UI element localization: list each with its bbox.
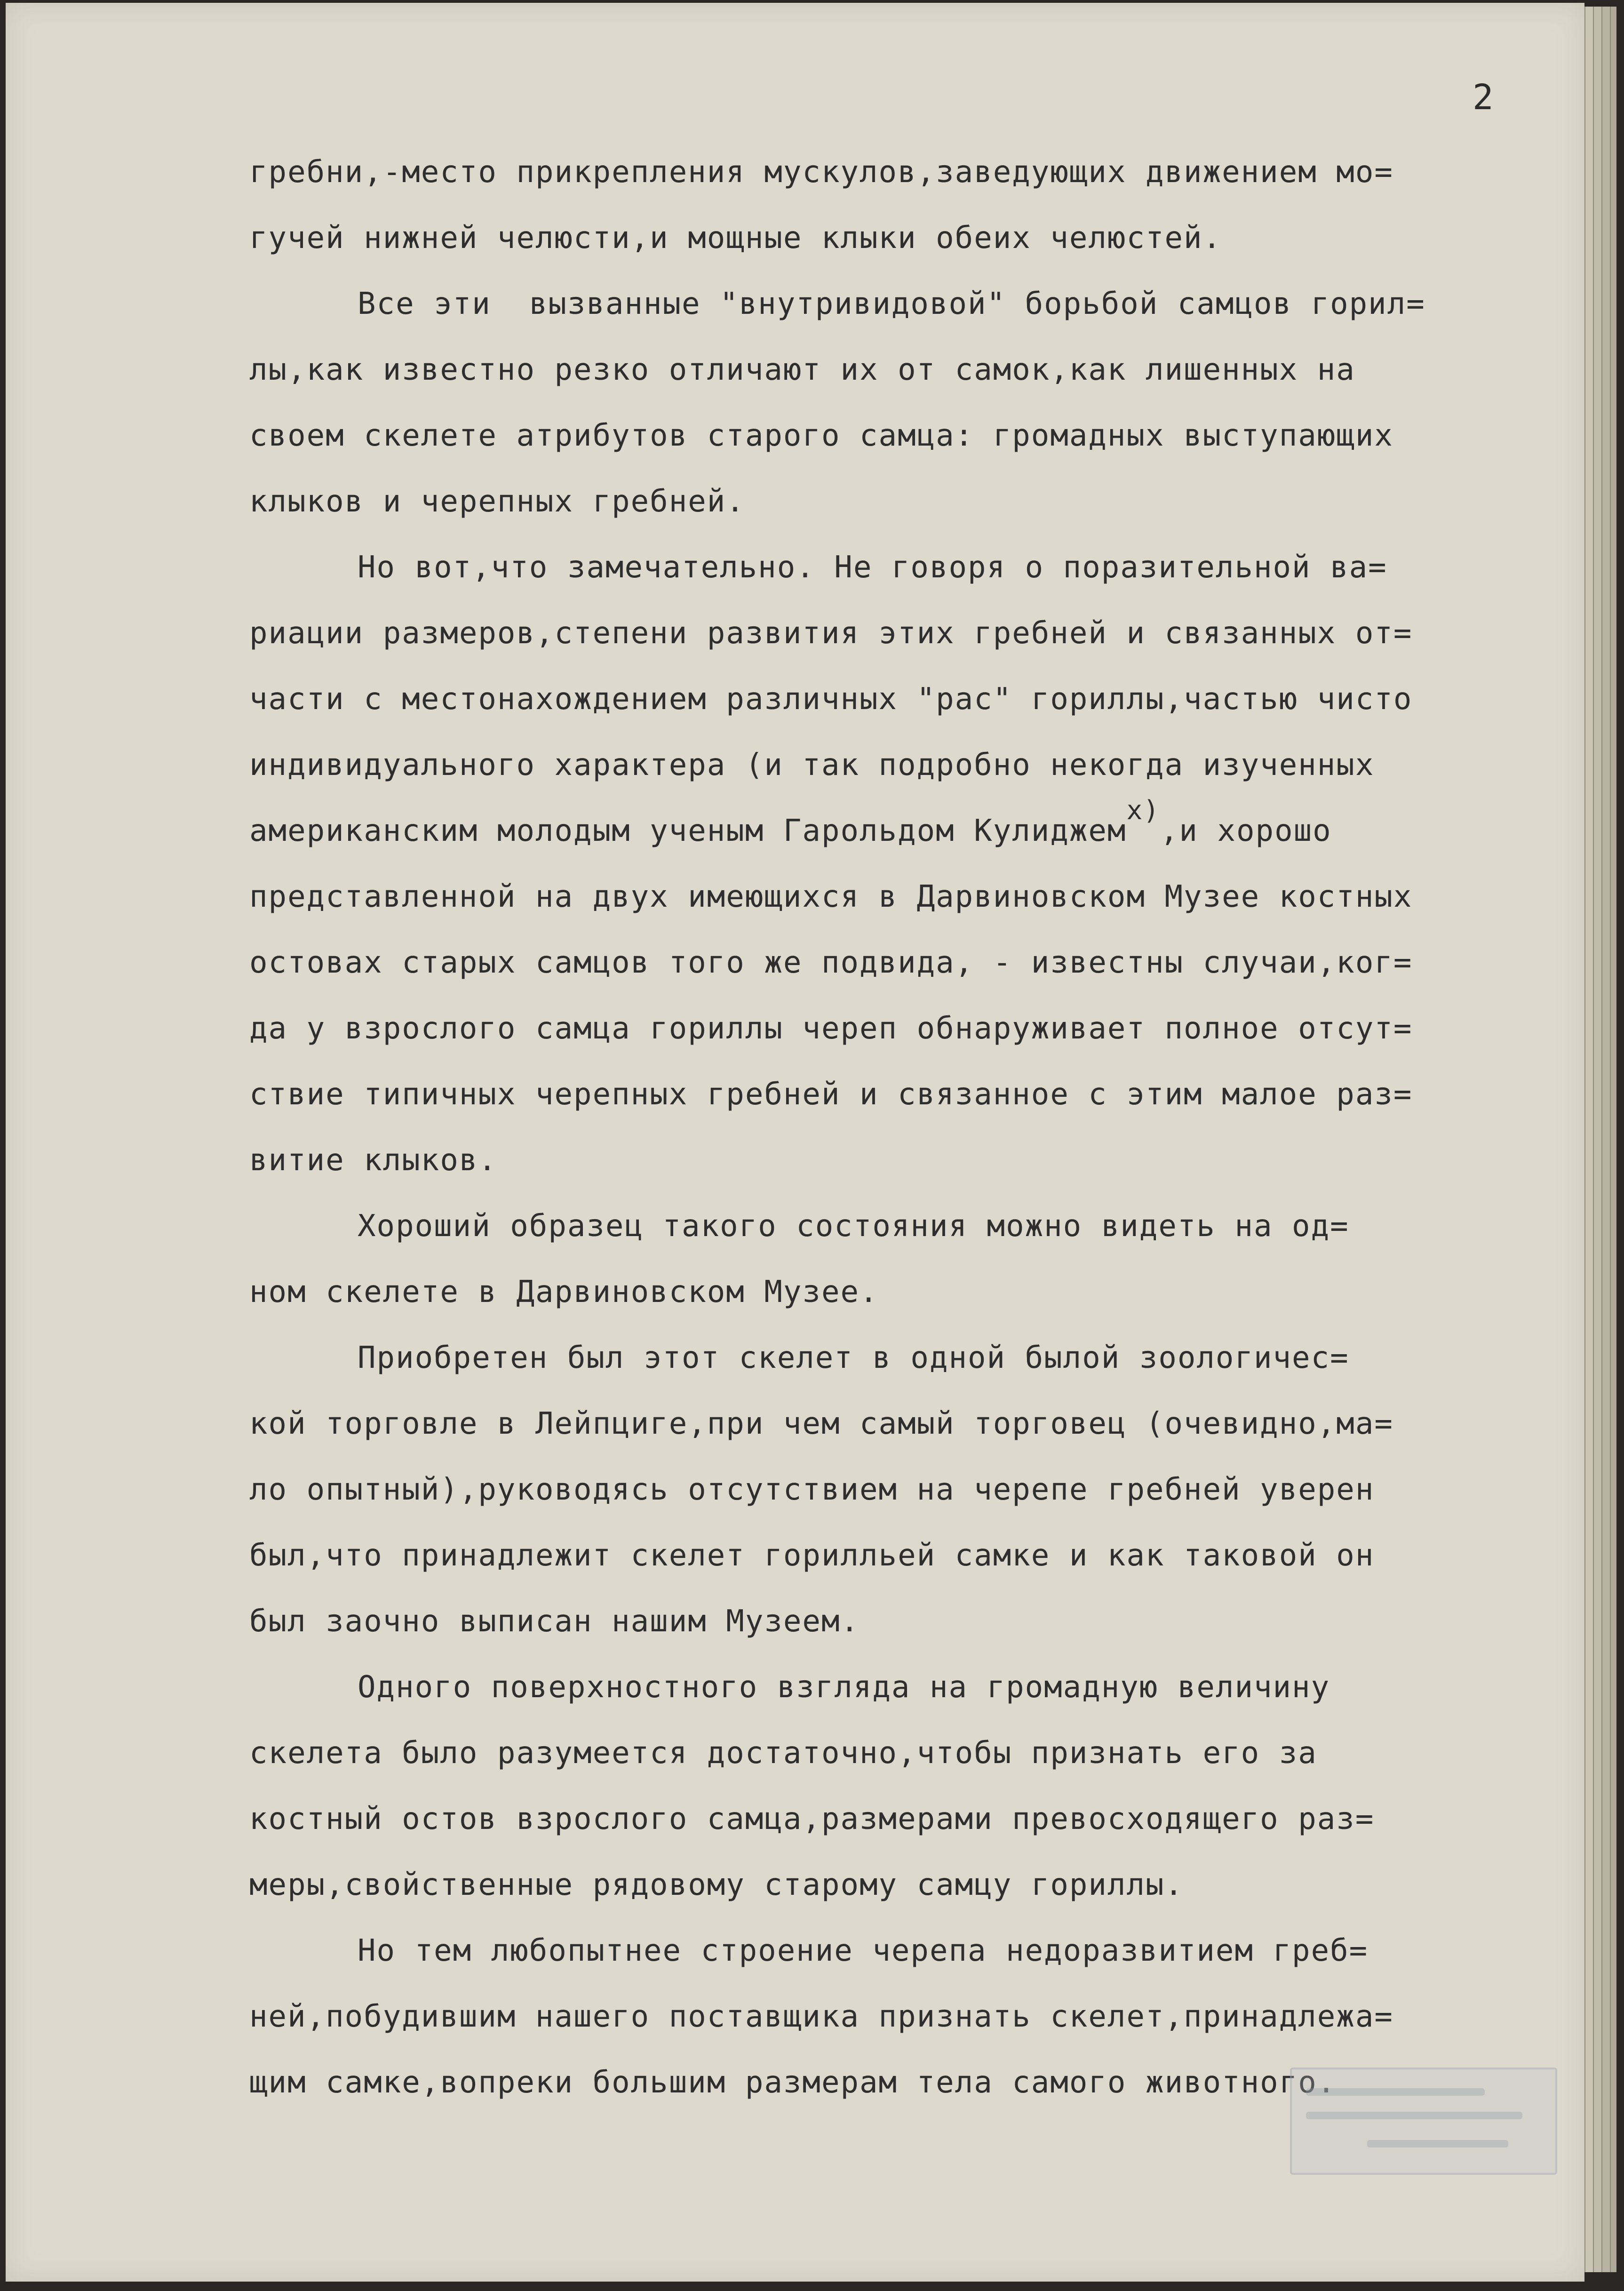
text-line: представленной на двух имеющихся в Дарвиновском Музее костных <box>249 879 1413 914</box>
text-line: части с местонахождением различных "рас" гориллы,частью чисто <box>249 682 1413 717</box>
text-line: кой торговле в Лейпциге,при чем самый торговец (очевидно,ма= <box>249 1406 1393 1441</box>
sheet-edge <box>1610 7 1616 2272</box>
sheet-edge <box>1593 7 1601 2272</box>
text-line: риации размеров,степени развития этих гребней и связанных от= <box>249 616 1413 651</box>
text-line: Одного поверхностного взгляда на громадную величину <box>358 1670 1330 1705</box>
text-line: Но тем любопытнее строение черепа недоразвитием греб= <box>358 1933 1369 1968</box>
text-line: был,что принадлежит скелет горилльей самке и как таковой он <box>249 1538 1375 1573</box>
text-line: своем скелете атрибутов старого самца: громадных выступающих <box>249 418 1393 453</box>
text-line: ло опытный),руководясь отсутствием на черепе гребней уверен <box>249 1472 1375 1507</box>
text-line: меры,свойственные рядовому старому самцу гориллы. <box>249 1868 1184 1902</box>
text-segment: американским молодым ученым Гарольдом Кулиджем <box>249 814 1127 848</box>
stamp-mark <box>1306 2112 1522 2119</box>
text-segment: ,и хорошо <box>1160 814 1332 848</box>
page-number: 2 <box>1473 77 1494 118</box>
body-text <box>249 139 1548 2115</box>
text-line: витие клыков. <box>249 1143 497 1178</box>
text-line: щим самке,вопреки большим размерам тела самого животного. <box>249 2065 1337 2100</box>
text-line: клыков и черепных гребней. <box>249 484 745 519</box>
text-line: Хороший образец такого состояния можно видеть на од= <box>358 1209 1349 1244</box>
sheet-edge <box>1584 7 1593 2272</box>
footnote-marker: x) <box>1126 795 1160 826</box>
text-line: лы,как известно резко отличают их от самок,как лишенных на <box>249 352 1355 387</box>
text-line: ствие типичных черепных гребней и связанное с этим малое раз= <box>249 1077 1413 1112</box>
text-line: ном скелете в Дарвиновском Музее. <box>249 1275 879 1309</box>
text-line: остовах старых самцов того же подвида, - известны случаи,ког= <box>249 945 1413 980</box>
text-line: да у взрослого самца гориллы череп обнаруживает полное отсут= <box>249 1011 1413 1046</box>
text-line: индивидуального характера (и так подробно некогда изученных <box>249 748 1375 782</box>
text-line: гребни,-место прикрепления мускулов,заведующих движением мо= <box>249 155 1393 190</box>
text-line: Приобретен был этот скелет в одной былой зоологичес= <box>358 1341 1349 1375</box>
text-line: скелета было разумеется достаточно,чтобы признать его за <box>249 1736 1317 1771</box>
stamp-mark <box>1306 2088 1485 2096</box>
faded-stamp <box>1290 2067 1557 2175</box>
text-line: костный остов взрослого самца,размерами превосходящего раз= <box>249 1802 1375 1836</box>
stamp-mark <box>1367 2140 1508 2147</box>
text-line: Все эти вызванные "внутривидовой" борьбой самцов горил= <box>358 287 1425 321</box>
typewritten-page <box>6 3 1584 2282</box>
text-line-with-footnote <box>249 795 1548 864</box>
text-line: гучей нижней челюсти,и мощные клыки обеих челюстей. <box>249 221 1222 255</box>
text-line: Но вот,что замечательно. Не говоря о поразительной ва= <box>358 550 1387 585</box>
text-line: был заочно выписан нашим Музеем. <box>249 1604 860 1639</box>
text-line: ней,побудившим нашего поставщика признать скелет,принадлежа= <box>249 1999 1393 2034</box>
sheet-edge <box>1601 7 1610 2272</box>
